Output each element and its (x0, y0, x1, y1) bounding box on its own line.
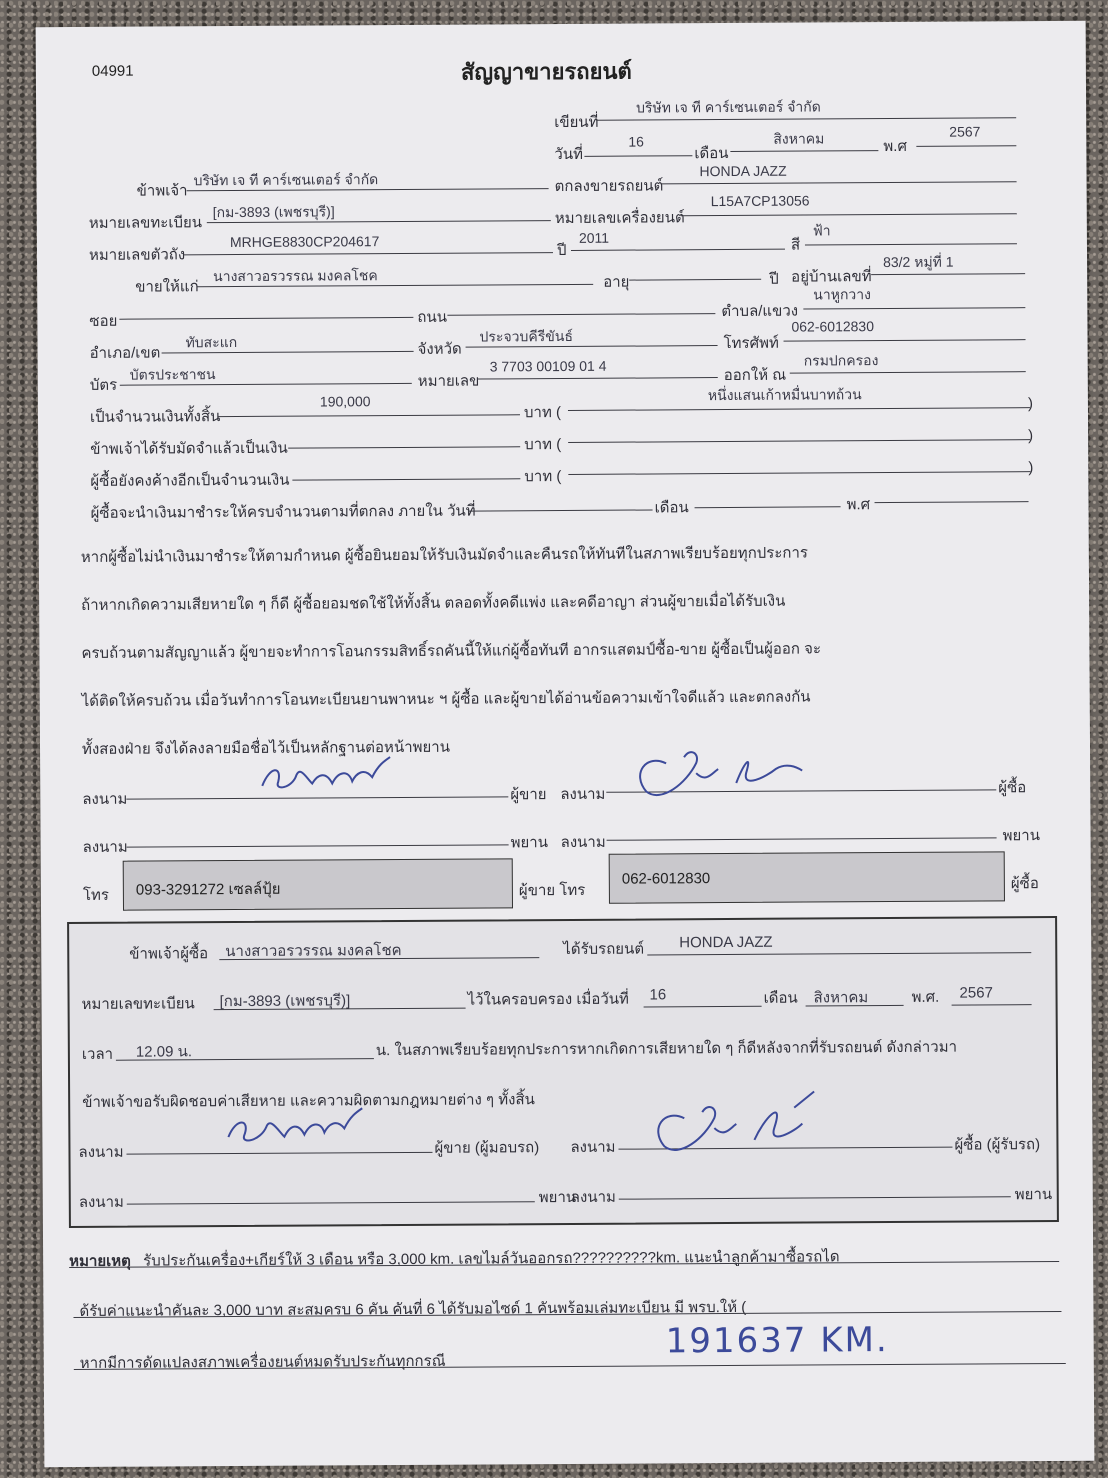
due-day-line (469, 509, 653, 511)
color-value: ฟ้า (812, 222, 831, 239)
written-at-value: บริษัท เจ ที คาร์เซนเตอร์ จำกัด (636, 98, 821, 116)
remaining-label: ผู้ซื้อยังคงค้างอีกเป็นจำนวนเงิน (90, 471, 290, 490)
terms-line-5: ทั้งสองฝ่าย จึงได้ลงลายมือชื่อไว้เป็นหลักฐานต่อหน้าพยาน (81, 738, 451, 758)
road-label: ถนน (417, 308, 448, 326)
receipt-possession-label: ไว้ในครอบครอง เมื่อวันที่ (467, 990, 629, 1009)
seller-phone: 093-3291272 เซลล์ปุ้ย (135, 880, 281, 899)
document-number: 04991 (91, 62, 134, 80)
chassis-line (183, 252, 553, 255)
receipt-seller-line (126, 1152, 432, 1155)
due-month-line (695, 506, 841, 508)
witness1-sign-label: ลงนาม (82, 838, 128, 856)
address-line (871, 273, 1025, 275)
registration-value: [กม-3893 (เพชรบุรี)] (212, 203, 335, 221)
date-year: 2567 (949, 123, 981, 140)
sell-to-label: ขายให้แก่ (135, 278, 199, 296)
engine-number: L15A7CP13056 (710, 192, 810, 210)
receipt-witness1-label: ลงนาม (78, 1193, 124, 1211)
seller-sign-label: ลงนาม (82, 790, 128, 808)
car-model-line (661, 181, 1017, 184)
receipt-witness2-role: พยาน (1014, 1186, 1053, 1204)
date-label: วันที่ (554, 145, 584, 164)
model-year-line (571, 249, 785, 251)
date-month: สิงหาคม (773, 130, 825, 147)
phone-label: โทรศัพท์ (723, 334, 779, 353)
receipt-day-line (644, 1006, 762, 1008)
issued-by-line (790, 371, 1026, 373)
age-line (629, 279, 761, 281)
issued-by-value: กรมปกครอง (803, 352, 879, 369)
due-month-label: เดือน (654, 499, 689, 517)
terms-line-1: หากผู้ซื้อไม่นำเงินมาชำระให้ตามกำหนด ผู้ซื้อยินยอมให้รับเงินมัดจำและคืนรถให้ทันทีในสภาพเรียบร้อยทุกประการ (80, 544, 808, 566)
witness2-role-label: พยาน (1002, 827, 1040, 845)
year-label: พ.ศ (883, 137, 907, 156)
receipt-section (67, 916, 1059, 1228)
receipt-time-label: เวลา (81, 1045, 114, 1063)
receipt-buyer-signature (644, 1087, 844, 1158)
date-year-line (916, 145, 1016, 147)
province-value: ประจวบคีรีขันธ์ (479, 327, 574, 345)
witness2-line (607, 837, 997, 840)
deposit-baht-label: บาท ( (524, 436, 562, 454)
witness1-role-label: พยาน (510, 834, 549, 852)
receipt-registration: [กม-3893 (เพชรบุรี)] (219, 992, 351, 1011)
buyer-phone: 062-6012830 (791, 318, 875, 335)
engine-label: หมายเลขเครื่องยนต์ (554, 209, 685, 228)
receipt-car-line (647, 952, 1031, 955)
receipt-seller-role: ผู้ขาย (ผู้มอบรถ) (434, 1139, 540, 1157)
receipt-witness1-role: พยาน (538, 1188, 577, 1207)
due-label: ผู้ซื้อจะนำเงินมาชำระให้ครบจำนวนตามที่ตกลง ภายใน วันที่ (90, 502, 476, 522)
model-year: 2011 (578, 229, 610, 246)
receipt-reg-label: หมายเลขทะเบียน (81, 995, 195, 1013)
receipt-seller-signature (220, 1096, 370, 1151)
remaining-close-paren: ) (1028, 459, 1034, 477)
car-model: HONDA JAZZ (699, 162, 787, 180)
total-close-paren: ) (1027, 395, 1033, 413)
receipt-buyer-sign-label: ลงนาม (570, 1138, 616, 1156)
total-words: หนึ่งแสนเก้าหมื่นบาทถ้วน (707, 386, 862, 404)
receipt-time: 12.09 น. (135, 1043, 193, 1061)
issued-by-label: ออกให้ ณ (723, 366, 787, 385)
deposit-words-line (568, 439, 1030, 443)
total-line (218, 414, 520, 417)
remaining-baht-label: บาท ( (524, 468, 562, 486)
seller-role-label: ผู้ขาย (510, 786, 547, 804)
witness2-sign-label: ลงนาม (560, 833, 606, 852)
buyer-sign-label: ลงนาม (560, 785, 606, 804)
age-label: อายุ (603, 273, 630, 291)
receipt-seller-sign-label: ลงนาม (78, 1143, 124, 1161)
seller-phone-role-label: ผู้ขาย โทร (518, 881, 586, 900)
date-day-line (584, 155, 692, 157)
buyer-phone-box (609, 851, 1005, 903)
receipt-witness1-line (127, 1201, 535, 1204)
soi-line (119, 317, 413, 320)
subdistrict-value: นาหูกวาง (813, 286, 872, 303)
road-line (447, 313, 715, 316)
total-amount: 190,000 (319, 393, 371, 410)
terms-line-3: ครบถ้วนตามสัญญาแล้ว ผู้ขายจะทำการโอนกรรมสิทธิ์รถคันนี้ให้แก่ผู้ซื้อทันที อากรแสตมป์ซื้อ-ขาย ผู้ซื้อเป็นผู้ออก จะ (81, 640, 822, 662)
buyer-role-label: ผู้ซื้อ (998, 779, 1027, 797)
notes-line-2: ด้รับค่าแนะนำคันละ 3,000 บาท สะสมครบ 6 คัน คันที่ 6 ได้รับมอไซด์ 1 คันพร้อมเล่มทะเบียน มี พรบ.ให้ ( (79, 1298, 747, 1320)
notes-line-3: หากมีการดัดแปลงสภาพเครื่องยนต์หมดรับประกันทุกกรณี (79, 1352, 446, 1372)
card-type: บัตรประชาชน (129, 366, 216, 383)
model-year-label: ปี (556, 241, 567, 260)
receipt-buyer-role: ผู้ซื้อ (ผู้รับรถ) (954, 1136, 1041, 1154)
card-no-label: หมายเลข (417, 372, 480, 390)
chassis-label: หมายเลขตัวถัง (88, 246, 186, 264)
total-words-line (568, 407, 1030, 411)
color-label: สี (790, 236, 801, 254)
district-value: ทับสะแก (185, 333, 238, 351)
witness1-line (127, 844, 509, 847)
color-line (805, 243, 1017, 245)
engine-line (681, 213, 1017, 216)
district-label: อำเภอ/เขต (89, 344, 161, 362)
deposit-label: ข้าพเจ้าได้รับมัดจำแล้วเป็นเงิน (90, 439, 288, 458)
receipt-buyer-name: นางสาวอรวรรณ มงคลโชค (225, 942, 402, 961)
province-line (466, 345, 718, 348)
receipt-witness2-line (619, 1196, 1011, 1199)
document-title: สัญญาขายรถยนต์ (460, 58, 632, 85)
district-line (162, 351, 414, 354)
soi-label: ซอย (89, 312, 118, 330)
buyer-phone-line (784, 339, 1026, 341)
date-month-line (730, 150, 878, 152)
subdistrict-label: ตำบล/แขวง (721, 302, 799, 321)
handwritten-mileage: 191637 KM. (665, 1320, 889, 1362)
receipt-year-line (952, 1004, 1032, 1005)
province-label: จังหวัด (417, 340, 462, 358)
receipt-month: สิงหาคม (813, 989, 869, 1007)
chassis-number: MRHGE8830CP204617 (229, 233, 380, 251)
registration-label: หมายเลขทะเบียน (88, 214, 203, 232)
buyer-phone-role-label: ผู้ซื้อ (1010, 875, 1039, 893)
terms-line-2: ถ้าหากเกิดความเสียหายใด ๆ ก็ดี ผู้ซื้อยอมชดใช้ให้ทั้งสิ้น ตลอดทั้งคดีแพ่ง และคดีอาญา ส่วนผู้ขายเมื่อได้รับเงิน (81, 592, 786, 614)
receipt-car-model: HONDA JAZZ (679, 933, 773, 952)
terms-line-4: ได้ติดให้ครบถ้วน เมื่อวันทำการโอนทะเบียนยานพาหนะ ฯ ผู้ซื้อ และผู้ขายได้อ่านข้อความเข้าใจดีแล้ว และตกลงกัน (81, 688, 811, 710)
seller-phone-box (123, 858, 513, 910)
total-label: เป็นจำนวนเงินทั้งสิ้น (89, 408, 221, 426)
subdistrict-line (803, 307, 1025, 309)
notes-label: หมายเหตุ (69, 1252, 131, 1271)
deposit-close-paren: ) (1028, 427, 1034, 445)
address-label: อยู่บ้านเลขที่ (791, 268, 872, 286)
seller-label: ข้าพเจ้า (136, 182, 188, 200)
remaining-line (292, 478, 520, 480)
month-label: เดือน (694, 144, 729, 163)
agree-label: ตกลงขายรถยนต์ (554, 177, 664, 196)
remaining-words-line (568, 471, 1030, 475)
card-label: บัตร (89, 376, 118, 394)
seller-name: บริษัท เจ ที คาร์เซนเตอร์ จำกัด (193, 171, 379, 189)
receipt-liability-text: ข้าพเจ้าขอรับผิดชอบค่าเสียหาย และความผิดตามกฎหมายต่าง ๆ ทั้งสิ้น (82, 1091, 535, 1111)
receipt-year: 2567 (959, 984, 993, 1002)
receipt-month-label: เดือน (763, 989, 798, 1007)
total-baht-label: บาท ( (523, 404, 562, 422)
date-day: 16 (628, 133, 644, 150)
receipt-buyer-label: ข้าพเจ้าผู้ซื้อ (129, 945, 209, 963)
seller-signature (252, 747, 402, 798)
receipt-witness2-label: ลงนาม (570, 1188, 616, 1206)
written-at-label: เขียนที่ (554, 113, 599, 132)
card-number-line (478, 377, 718, 379)
receipt-year-label: พ.ศ. (911, 988, 940, 1006)
receipt-received-label: ได้รับรถยนต์ (563, 940, 645, 959)
buyer-phone-value: 062-6012830 (621, 870, 711, 888)
buyer-signature (626, 732, 826, 803)
buyer-name: นางสาวอรวรรณ มงคลโชค (213, 267, 378, 285)
deposit-line (288, 446, 520, 448)
phone-row-label: โทร (82, 886, 109, 904)
address-value: 83/2 หมู่ที่ 1 (883, 253, 954, 271)
receipt-condition-text: น. ในสภาพเรียบร้อยทุกประการหากเกิดการเสียหายใด ๆ ก็ดีหลังจากที่รับรถยนต์ ดังกล่าวมา (375, 1038, 958, 1060)
card-number: 3 7703 00109 01 4 (489, 357, 607, 375)
notes-line-1: รับประกันเครื่อง+เกียร์ให้ 3 เดือน หรือ 3,000 km. เลขไมล์วันออกรถ??????????km. แนะนำลูกค้ามาซื้อรถได (143, 1248, 840, 1270)
due-year-line (875, 501, 1029, 503)
contract-paper (36, 21, 1095, 1467)
receipt-time-line (116, 1058, 374, 1061)
receipt-day: 16 (649, 986, 667, 1004)
due-year-label: พ.ศ (846, 496, 871, 514)
years-label: ปี (769, 270, 779, 288)
